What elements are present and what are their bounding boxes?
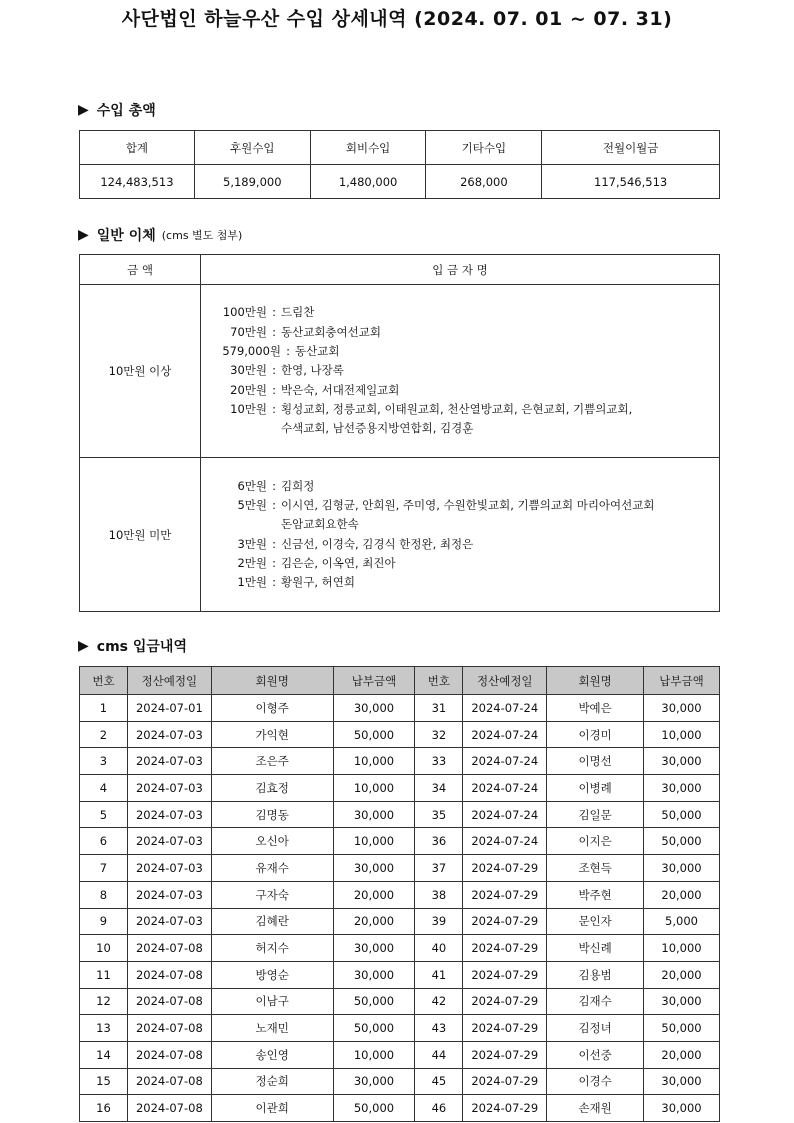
cms-header-cell: 정산예정일 xyxy=(463,667,547,695)
table-cell: 46 xyxy=(415,1095,463,1122)
table-cell: 2024-07-08 xyxy=(127,935,211,962)
general-row-under xyxy=(80,458,720,612)
table-cell: 50,000 xyxy=(333,1015,415,1042)
table-cell: 36 xyxy=(415,828,463,855)
table-row xyxy=(80,1041,720,1068)
table-cell: 노재민 xyxy=(211,1015,333,1042)
general-over-label: 10만원 이상 xyxy=(80,285,201,458)
table-cell: 오신아 xyxy=(211,828,333,855)
table-cell: 38 xyxy=(415,881,463,908)
donor-line: 30만원 : 한영, 나장록 xyxy=(219,361,719,380)
table-cell: 2024-07-03 xyxy=(127,855,211,882)
table-cell: 2024-07-01 xyxy=(127,695,211,722)
general-table xyxy=(79,254,720,612)
donor-line: 5만원 : 이시연, 김형균, 안희원, 주미영, 수원한빛교회, 기쁨의교회 마리아여선교회 xyxy=(219,496,719,515)
table-row xyxy=(80,855,720,882)
table-cell: 조은주 xyxy=(211,748,333,775)
table-cell: 2024-07-29 xyxy=(463,881,547,908)
donor-amount: 6만원 xyxy=(237,478,267,493)
table-cell: 2024-07-29 xyxy=(463,855,547,882)
page-title: 사단법인 하늘우산 수입 상세내역 (2024. 07. 01 ~ 07. 31) xyxy=(121,8,673,30)
donor-names: 횡성교회, 정릉교회, 이태원교회, 천산열방교회, 은현교회, 기쁨의교회, xyxy=(281,401,633,416)
cms-header-cell: 납부금액 xyxy=(644,667,720,695)
table-cell: 43 xyxy=(415,1015,463,1042)
table-cell: 31 xyxy=(415,695,463,722)
table-cell: 14 xyxy=(80,1041,128,1068)
table-cell: 16 xyxy=(80,1095,128,1122)
table-cell: 32 xyxy=(415,721,463,748)
table-cell: 2024-07-29 xyxy=(463,1068,547,1095)
table-cell: 50,000 xyxy=(333,1095,415,1122)
table-cell: 이형주 xyxy=(211,695,333,722)
table-cell: 유재수 xyxy=(211,855,333,882)
summary-header-cell: 기타수입 xyxy=(426,131,542,165)
summary-value-cell: 124,483,513 xyxy=(80,165,195,199)
table-cell: 12 xyxy=(80,988,128,1015)
table-cell: 2024-07-03 xyxy=(127,801,211,828)
donor-amount: 5만원 xyxy=(237,497,267,512)
table-cell: 2024-07-03 xyxy=(127,908,211,935)
cms-header-row xyxy=(80,667,720,695)
table-cell: 13 xyxy=(80,1015,128,1042)
table-cell: 김정녀 xyxy=(547,1015,644,1042)
general-under-list xyxy=(201,458,720,612)
table-cell: 50,000 xyxy=(333,721,415,748)
table-cell: 34 xyxy=(415,775,463,802)
table-cell: 30,000 xyxy=(333,855,415,882)
table-cell: 30,000 xyxy=(644,775,720,802)
donor-line: 20만원 : 박은숙, 서대전제일교회 xyxy=(219,381,719,400)
table-cell: 2024-07-03 xyxy=(127,721,211,748)
donor-names: 드림찬 xyxy=(281,305,315,320)
table-cell: 30,000 xyxy=(333,961,415,988)
donor-line: 6만원 : 김희정 xyxy=(219,477,719,496)
donor-line: 10만원 : 횡성교회, 정릉교회, 이태원교회, 천산열방교회, 은현교회, 기쁨의교회, xyxy=(219,400,719,419)
summary-value-cell: 1,480,000 xyxy=(310,165,426,199)
table-cell: 20,000 xyxy=(333,908,415,935)
table-cell: 10 xyxy=(80,935,128,962)
table-cell: 김명동 xyxy=(211,801,333,828)
table-cell: 2024-07-08 xyxy=(127,961,211,988)
summary-value-row xyxy=(80,165,720,199)
table-cell: 45 xyxy=(415,1068,463,1095)
table-cell: 7 xyxy=(80,855,128,882)
table-row xyxy=(80,881,720,908)
table-cell: 20,000 xyxy=(333,881,415,908)
table-cell: 20,000 xyxy=(644,1041,720,1068)
donor-amount: 70만원 xyxy=(230,324,267,339)
donor-names: 신금선, 이경숙, 김경식 한정완, 최정은 xyxy=(281,536,474,551)
donor-line-continuation: 수색교회, 남선증용지방연합회, 김경훈 xyxy=(281,421,474,436)
general-heading xyxy=(78,225,242,245)
summary-value-cell: 5,189,000 xyxy=(194,165,310,199)
donor-line: 3만원 : 신금선, 이경숙, 김경식 한정완, 최정은 xyxy=(219,535,719,554)
table-row xyxy=(80,721,720,748)
table-cell: 4 xyxy=(80,775,128,802)
table-row xyxy=(80,695,720,722)
table-row xyxy=(80,1068,720,1095)
table-cell: 9 xyxy=(80,908,128,935)
donor-line: 579,000원 : 동산교회 xyxy=(219,342,719,361)
donor-amount: 100만원 xyxy=(222,305,267,320)
donor-amount: 3만원 xyxy=(237,536,267,551)
table-cell: 2024-07-03 xyxy=(127,881,211,908)
table-cell: 2024-07-24 xyxy=(463,695,547,722)
summary-header-cell: 회비수입 xyxy=(310,131,426,165)
table-cell: 2024-07-29 xyxy=(463,988,547,1015)
table-cell: 30,000 xyxy=(644,1095,720,1122)
summary-header-cell: 전월이월금 xyxy=(542,131,720,165)
table-cell: 30,000 xyxy=(644,1068,720,1095)
table-cell: 김용범 xyxy=(547,961,644,988)
table-cell: 2024-07-24 xyxy=(463,775,547,802)
table-cell: 정순희 xyxy=(211,1068,333,1095)
table-cell: 2024-07-29 xyxy=(463,1041,547,1068)
donor-amount: 2만원 xyxy=(237,555,267,570)
table-cell: 30,000 xyxy=(644,748,720,775)
table-cell: 2024-07-29 xyxy=(463,935,547,962)
table-cell: 20,000 xyxy=(644,961,720,988)
summary-heading-text: 수입 총액 xyxy=(96,103,156,119)
donor-amount: 10만원 xyxy=(230,401,267,416)
donor-names: 김은순, 이옥연, 최진아 xyxy=(281,555,396,570)
donor-names: 김희정 xyxy=(281,478,315,493)
table-row xyxy=(80,775,720,802)
cms-heading xyxy=(78,636,187,656)
table-cell: 44 xyxy=(415,1041,463,1068)
triangle-right-icon: ▶ xyxy=(78,638,89,654)
table-cell: 문인자 xyxy=(547,908,644,935)
cms-header-cell: 회원명 xyxy=(211,667,333,695)
table-row xyxy=(80,961,720,988)
table-cell: 김효정 xyxy=(211,775,333,802)
donor-amount: 579,000원 xyxy=(222,344,281,359)
summary-table xyxy=(79,130,720,199)
table-cell: 김재수 xyxy=(547,988,644,1015)
table-cell: 10,000 xyxy=(333,748,415,775)
summary-header-cell: 후원수입 xyxy=(194,131,310,165)
table-cell: 2024-07-29 xyxy=(463,1015,547,1042)
donor-amount: 1만원 xyxy=(237,575,267,590)
table-cell: 송인영 xyxy=(211,1041,333,1068)
table-cell: 2024-07-08 xyxy=(127,988,211,1015)
table-cell: 8 xyxy=(80,881,128,908)
table-cell: 10,000 xyxy=(644,935,720,962)
table-cell: 2024-07-24 xyxy=(463,828,547,855)
table-cell: 20,000 xyxy=(644,881,720,908)
table-cell: 박신례 xyxy=(547,935,644,962)
table-cell: 37 xyxy=(415,855,463,882)
table-cell: 10,000 xyxy=(333,828,415,855)
table-cell: 이지은 xyxy=(547,828,644,855)
table-cell: 허지수 xyxy=(211,935,333,962)
general-row-over xyxy=(80,285,720,458)
table-cell: 33 xyxy=(415,748,463,775)
table-cell: 손재원 xyxy=(547,1095,644,1122)
table-cell: 35 xyxy=(415,801,463,828)
table-cell: 2024-07-29 xyxy=(463,961,547,988)
donor-line-continuation: 돈암교회요한속 xyxy=(281,517,359,532)
cms-header-cell: 번호 xyxy=(80,667,128,695)
table-cell: 50,000 xyxy=(644,801,720,828)
table-cell: 박예은 xyxy=(547,695,644,722)
table-cell: 김일문 xyxy=(547,801,644,828)
table-cell: 30,000 xyxy=(333,695,415,722)
general-under-label: 10만원 미만 xyxy=(80,458,201,612)
donor-line: 2만원 : 김은순, 이옥연, 최진아 xyxy=(219,554,719,573)
cms-header-cell: 번호 xyxy=(415,667,463,695)
table-cell: 가익현 xyxy=(211,721,333,748)
general-heading-note: (cms 별도 첨부) xyxy=(161,229,243,242)
table-row xyxy=(80,935,720,962)
table-cell: 30,000 xyxy=(644,855,720,882)
table-cell: 이관희 xyxy=(211,1095,333,1122)
donor-names: 이시연, 김형균, 안희원, 주미영, 수원한빛교회, 기쁨의교회 마리아여선교회 xyxy=(281,497,655,512)
table-cell: 이병례 xyxy=(547,775,644,802)
table-row xyxy=(80,988,720,1015)
table-cell: 이선중 xyxy=(547,1041,644,1068)
table-cell: 2024-07-08 xyxy=(127,1068,211,1095)
cms-header-cell: 납부금액 xyxy=(333,667,415,695)
table-cell: 2024-07-03 xyxy=(127,775,211,802)
table-cell: 10,000 xyxy=(333,1041,415,1068)
donor-line: 1만원 : 황원구, 허연희 xyxy=(219,573,719,592)
table-cell: 방영순 xyxy=(211,961,333,988)
table-cell: 41 xyxy=(415,961,463,988)
table-cell: 10,000 xyxy=(644,721,720,748)
summary-header-row xyxy=(80,131,720,165)
donor-line: 70만원 : 동산교회충여선교회 xyxy=(219,323,719,342)
table-cell: 2024-07-24 xyxy=(463,748,547,775)
table-cell: 50,000 xyxy=(333,988,415,1015)
donor-amount: 30만원 xyxy=(230,363,267,378)
table-cell: 30,000 xyxy=(333,1068,415,1095)
table-cell: 10,000 xyxy=(333,775,415,802)
triangle-right-icon: ▶ xyxy=(78,102,89,118)
table-cell: 15 xyxy=(80,1068,128,1095)
table-cell: 42 xyxy=(415,988,463,1015)
general-header-cell: 금 액 xyxy=(80,255,201,285)
summary-value-cell: 117,546,513 xyxy=(542,165,720,199)
table-row xyxy=(80,1015,720,1042)
table-cell: 6 xyxy=(80,828,128,855)
table-cell: 40 xyxy=(415,935,463,962)
table-cell: 이남구 xyxy=(211,988,333,1015)
table-cell: 39 xyxy=(415,908,463,935)
donor-names: 한영, 나장록 xyxy=(281,363,344,378)
table-cell: 2024-07-08 xyxy=(127,1015,211,1042)
cms-header-cell: 회원명 xyxy=(547,667,644,695)
table-cell: 50,000 xyxy=(644,828,720,855)
cms-table xyxy=(79,666,720,1122)
donor-amount: 20만원 xyxy=(230,382,267,397)
table-row xyxy=(80,1095,720,1122)
summary-heading xyxy=(78,100,156,120)
donor-names: 동산교회충여선교회 xyxy=(281,324,381,339)
table-row xyxy=(80,828,720,855)
summary-header-cell: 합계 xyxy=(80,131,195,165)
table-cell: 박주현 xyxy=(547,881,644,908)
table-cell: 이경미 xyxy=(547,721,644,748)
general-heading-text: 일반 이체 xyxy=(96,228,156,244)
table-cell: 30,000 xyxy=(333,935,415,962)
cms-heading-text: cms 입금내역 xyxy=(96,639,187,655)
table-cell: 2024-07-24 xyxy=(463,801,547,828)
general-header-cell: 입 금 자 명 xyxy=(201,255,720,285)
table-cell: 이명선 xyxy=(547,748,644,775)
table-cell: 5 xyxy=(80,801,128,828)
table-row xyxy=(80,748,720,775)
table-cell: 조현득 xyxy=(547,855,644,882)
table-cell: 5,000 xyxy=(644,908,720,935)
table-cell: 3 xyxy=(80,748,128,775)
triangle-right-icon: ▶ xyxy=(78,227,89,243)
general-header-row xyxy=(80,255,720,285)
table-cell: 1 xyxy=(80,695,128,722)
cms-header-cell: 정산예정일 xyxy=(127,667,211,695)
table-cell: 2024-07-08 xyxy=(127,1095,211,1122)
summary-value-cell: 268,000 xyxy=(426,165,542,199)
donor-names: 동산교회 xyxy=(295,344,340,359)
table-cell: 2024-07-29 xyxy=(463,1095,547,1122)
table-row xyxy=(80,801,720,828)
table-cell: 30,000 xyxy=(644,695,720,722)
table-cell: 2 xyxy=(80,721,128,748)
table-cell: 구자숙 xyxy=(211,881,333,908)
cms-table-body xyxy=(80,695,720,1122)
table-cell: 2024-07-08 xyxy=(127,1041,211,1068)
donor-line: 100만원 : 드림찬 xyxy=(219,303,719,322)
table-row xyxy=(80,908,720,935)
table-cell: 30,000 xyxy=(333,801,415,828)
table-cell: 30,000 xyxy=(644,988,720,1015)
table-cell: 50,000 xyxy=(644,1015,720,1042)
table-cell: 2024-07-24 xyxy=(463,721,547,748)
table-cell: 2024-07-03 xyxy=(127,828,211,855)
table-cell: 2024-07-29 xyxy=(463,908,547,935)
donor-names: 박은숙, 서대전제일교회 xyxy=(281,382,400,397)
table-cell: 이경수 xyxy=(547,1068,644,1095)
general-over-list xyxy=(201,285,720,458)
table-cell: 김혜란 xyxy=(211,908,333,935)
donor-names: 황원구, 허연희 xyxy=(281,575,355,590)
table-cell: 2024-07-03 xyxy=(127,748,211,775)
table-cell: 11 xyxy=(80,961,128,988)
